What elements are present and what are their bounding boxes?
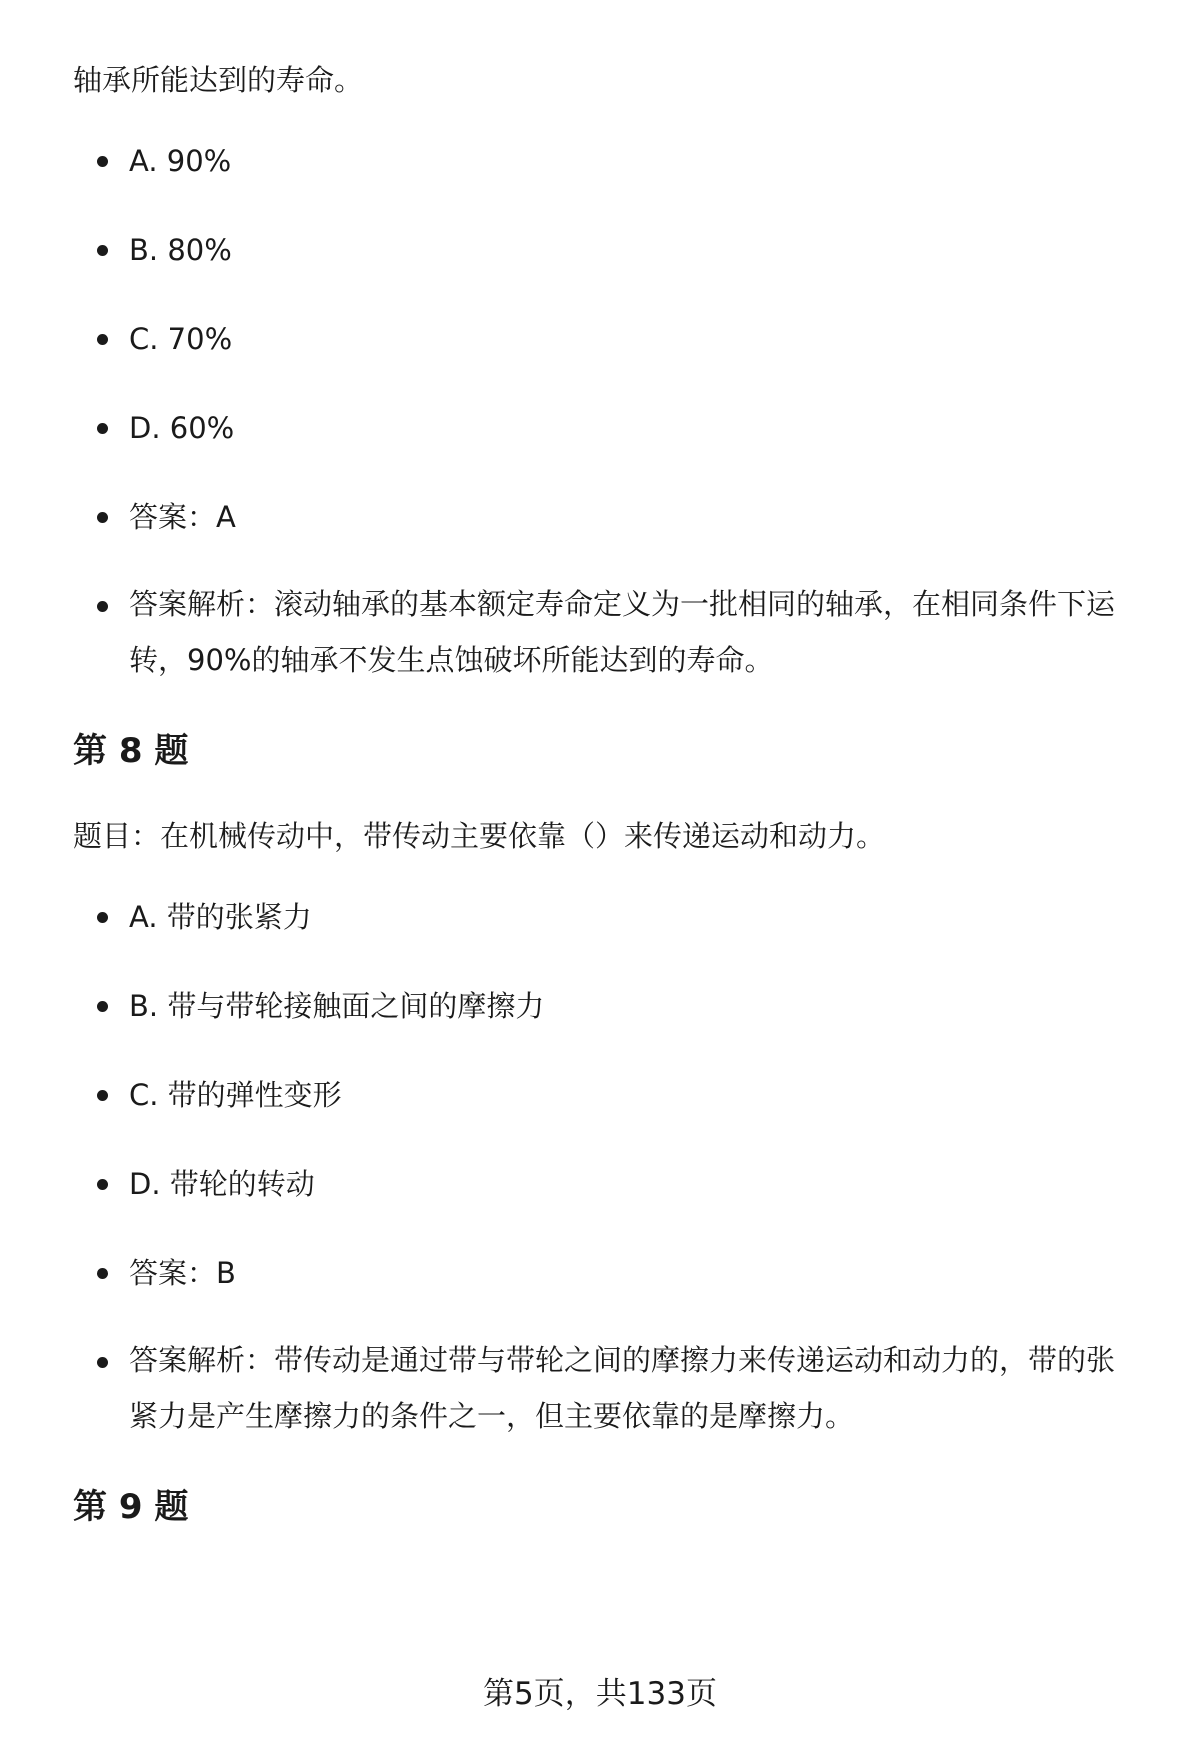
bullet-icon bbox=[97, 423, 108, 434]
q7-option-c: C. 70% bbox=[73, 309, 1143, 369]
q7-explanation bbox=[73, 576, 1143, 688]
bullet-icon bbox=[97, 1179, 108, 1190]
q7-option-d: D. 60% bbox=[73, 398, 1143, 458]
page-footer bbox=[0, 1672, 1200, 1716]
q7-answer: 答案：A bbox=[73, 487, 1143, 547]
bullet-icon bbox=[97, 601, 108, 612]
q8-option-list bbox=[73, 887, 1143, 1444]
q8-option-a: A. 带的张紧力 bbox=[73, 887, 1143, 947]
bullet-icon bbox=[97, 1268, 108, 1279]
q7-option-b: B. 80% bbox=[73, 220, 1143, 280]
page-number-label: 第5页，共133页 bbox=[483, 1676, 717, 1712]
q8-answer: 答案：B bbox=[73, 1243, 1143, 1303]
q7-explanation-line1: 答案解析：滚动轴承的基本额定寿命定义为一批相同的轴承，在相同条件下运 bbox=[129, 587, 1116, 621]
q7-option-list bbox=[73, 131, 1143, 688]
q7-option-a: A. 90% bbox=[73, 131, 1143, 191]
bullet-icon bbox=[97, 245, 108, 256]
intro-line: 轴承所能达到的寿命。 bbox=[73, 63, 364, 97]
bullet-icon bbox=[97, 334, 108, 345]
q8-explanation-line2: 紧力是产生摩擦力的条件之一，但主要依靠的是摩擦力。 bbox=[129, 1399, 855, 1433]
q9-heading: 第 9 题 bbox=[73, 1487, 189, 1527]
q7-explanation-line2: 转，90%的轴承不发生点蚀破坏所能达到的寿命。 bbox=[129, 643, 774, 677]
bullet-icon bbox=[97, 156, 108, 167]
bullet-icon bbox=[97, 1001, 108, 1012]
q8-explanation-line1: 答案解析：带传动是通过带与带轮之间的摩擦力来传递运动和动力的，带的张 bbox=[129, 1343, 1116, 1377]
bullet-icon bbox=[97, 1090, 108, 1101]
bullet-icon bbox=[97, 912, 108, 923]
q8-option-d: D. 带轮的转动 bbox=[73, 1154, 1143, 1214]
bullet-icon bbox=[97, 512, 108, 523]
document-content bbox=[73, 58, 1143, 1532]
q8-explanation bbox=[73, 1332, 1143, 1444]
bullet-icon bbox=[97, 1357, 108, 1368]
q8-option-c: C. 带的弹性变形 bbox=[73, 1065, 1143, 1125]
q8-heading: 第 8 题 bbox=[73, 731, 189, 771]
q8-option-b: B. 带与带轮接触面之间的摩擦力 bbox=[73, 976, 1143, 1036]
q8-question: 题目：在机械传动中，带传动主要依靠（）来传递运动和动力。 bbox=[73, 819, 886, 853]
